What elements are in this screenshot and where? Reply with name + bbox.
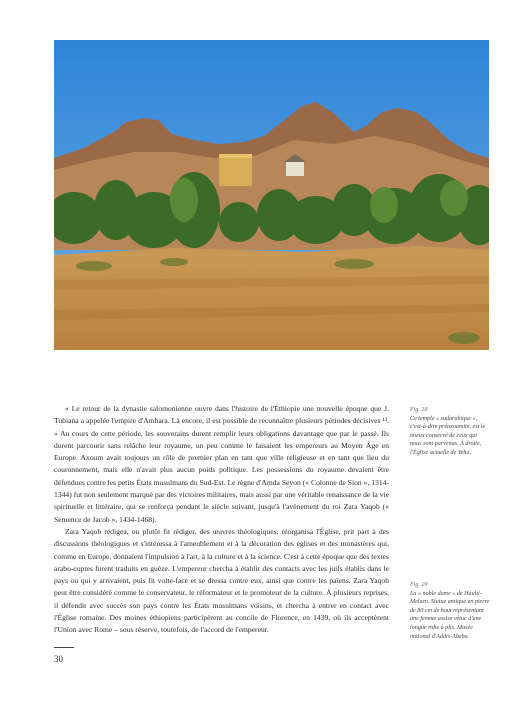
figure-number: Fig. 18 (410, 407, 428, 413)
body-text (54, 403, 389, 637)
caption-fig-18 (410, 406, 490, 458)
page-number: 30 (54, 654, 63, 664)
paragraph: Zara Yaqob rédigea, ou plutôt fit rédiger, des œuvres théologiques, réorganisa l'Église, prit part à des discussions théologiques et s'intéressa à l'ameublement et à la décoration des églises et des monastères qui, comme en Europe, donnaient l'impulsion à l'art, à la culture et à la science. C'est à cette époque que des textes arabo-coptes furent traduits en guèze. L'empereur chercha à établir des contacts avec les juifs établis dans le pays ou qui y arrivaient, puis fit volte-face et se dressa contre eux, ainsi que contre les païens. Zara Yaqob peut être considéré comme le conservateur, le réformateur et le promoteur de la culture. À plusieurs reprises, il défendit avec succès son pays contre les États musulmans voisins, et chercha à entrer en contact avec l'Église romaine. Des moines éthiopiens participèrent au concile de Florence, en 1439, où ils acceptèrent l'Union avec Rome – sous réserve, toutefois, de l'accord de l'empereur. (54, 526, 389, 635)
caption-text: La « noble dame » de Haulti-Melazo. Statue antique en pierre de 80 cm de haut représentant une femme assise vêtue d'une longue robe à plis. Musée national d'Addis-Abeba. (410, 590, 490, 640)
caption-fig-20 (410, 581, 490, 641)
caption-text: Ce temple « sudarabique », c'est-à-dire préaxoumite, est le mieux conservé de ceux qui nous sont parvenus. À droite, l'Église actuelle de Yeha. (410, 415, 486, 456)
church (286, 162, 304, 176)
yeha-temple-photo (54, 40, 489, 350)
temple (219, 154, 252, 186)
figure-number: Fig. 20 (410, 582, 428, 588)
paragraph: « Le retour de la dynastie salomonienne ouvre dans l'histoire de l'Éthiopie une nouvelle époque que J. Tubiana a appelée l'empire d'Amhara. Là encore, il est possible de reconnaître plusieurs périodes décisives ¹³. » Au cours de cette période, les souverains durent remplir leurs obligations davantage que par le passé. Ils durent parcourir sans relâche leur royaume, un peu comme le faisaient les empereurs au Moyen Âge en Europe. Axoum avait toujours un rôle de premier plan en tant que ville religieuse et en tant que lieu du couronnement, mais elle n'avait plus aucun poids politique. Les possessions du royaume devaient être défendues contre les petits États musulmans du Sud-Est. Le règne d'Amda Seyon (« Colonne de Sion », 1314-1344) fut non seulement marqué par des victoires militaires, mais aussi par une véritable renaissance de la vie spirituelle et littéraire, qui se renforça pendant le siècle suivant, jusqu'à l'avènement du roi Zara Yaqob (« Semence de Jacob », 1434-1468). (54, 404, 389, 524)
landscape-photo (54, 40, 489, 350)
field (54, 246, 489, 350)
page-number-rule (54, 647, 74, 648)
